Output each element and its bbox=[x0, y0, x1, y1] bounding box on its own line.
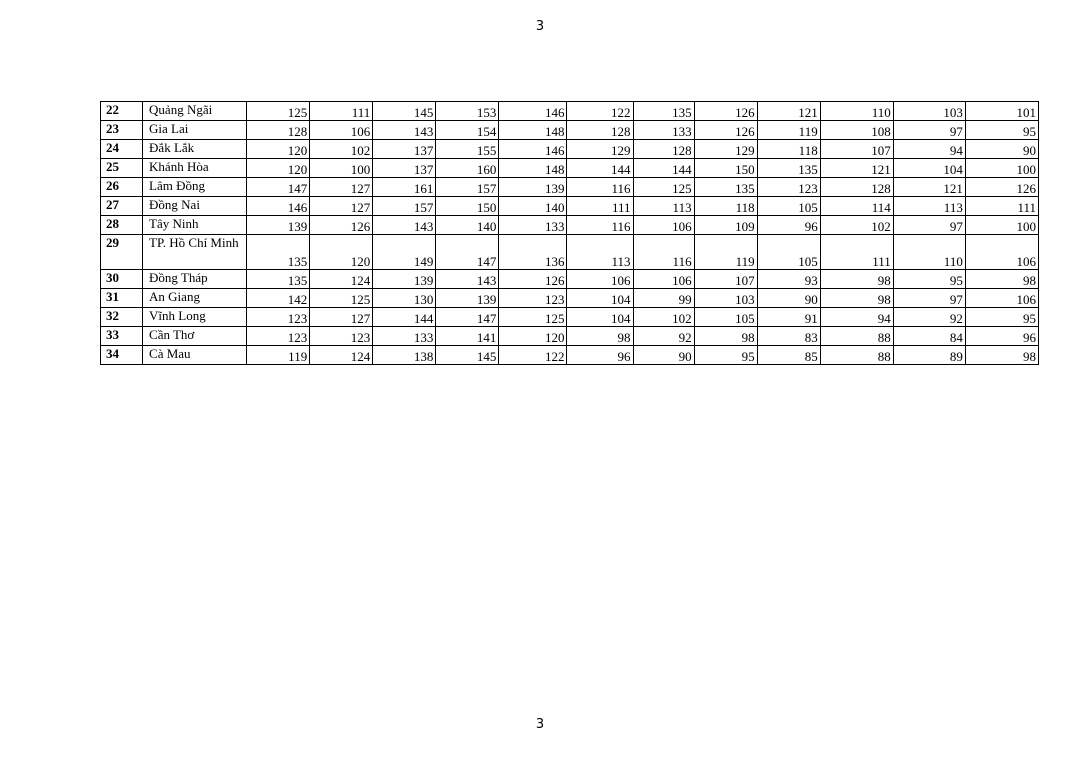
value-cell: 111 bbox=[310, 102, 373, 121]
value-cell: 148 bbox=[499, 121, 567, 140]
value-cell: 93 bbox=[757, 270, 820, 289]
table-row bbox=[101, 197, 1039, 216]
value-cell: 139 bbox=[499, 178, 567, 197]
row-number: 33 bbox=[101, 327, 143, 346]
value-cell: 157 bbox=[436, 178, 499, 197]
value-cell: 96 bbox=[567, 346, 633, 365]
value-cell: 102 bbox=[310, 140, 373, 159]
value-cell: 111 bbox=[567, 197, 633, 216]
value-cell: 137 bbox=[373, 140, 436, 159]
value-cell: 139 bbox=[247, 216, 310, 235]
value-cell: 106 bbox=[633, 270, 694, 289]
value-cell: 133 bbox=[633, 121, 694, 140]
value-cell: 100 bbox=[965, 216, 1038, 235]
province-name: Đắk Lắk bbox=[143, 140, 247, 159]
table-row bbox=[101, 270, 1039, 289]
value-cell: 110 bbox=[820, 102, 893, 121]
page-number-bottom: 3 bbox=[535, 717, 545, 732]
value-cell: 94 bbox=[820, 308, 893, 327]
value-cell: 116 bbox=[567, 216, 633, 235]
value-cell: 157 bbox=[373, 197, 436, 216]
value-cell: 95 bbox=[893, 270, 965, 289]
value-cell: 127 bbox=[310, 178, 373, 197]
value-cell: 97 bbox=[893, 216, 965, 235]
value-cell: 111 bbox=[965, 197, 1038, 216]
province-name: Đồng Tháp bbox=[143, 270, 247, 289]
value-cell: 95 bbox=[965, 121, 1038, 140]
value-cell: 127 bbox=[310, 308, 373, 327]
province-name: TP. Hồ Chí Minh bbox=[143, 235, 247, 270]
value-cell: 139 bbox=[436, 289, 499, 308]
value-cell: 111 bbox=[820, 235, 893, 270]
value-cell: 108 bbox=[820, 121, 893, 140]
value-cell: 90 bbox=[757, 289, 820, 308]
value-cell: 142 bbox=[247, 289, 310, 308]
province-name: Cà Mau bbox=[143, 346, 247, 365]
value-cell: 120 bbox=[247, 159, 310, 178]
value-cell: 90 bbox=[965, 140, 1038, 159]
value-cell: 120 bbox=[310, 235, 373, 270]
value-cell: 144 bbox=[373, 308, 436, 327]
value-cell: 104 bbox=[893, 159, 965, 178]
value-cell: 120 bbox=[247, 140, 310, 159]
value-cell: 106 bbox=[633, 216, 694, 235]
value-cell: 103 bbox=[893, 102, 965, 121]
value-cell: 124 bbox=[310, 270, 373, 289]
value-cell: 98 bbox=[820, 289, 893, 308]
value-cell: 143 bbox=[373, 121, 436, 140]
value-cell: 98 bbox=[965, 346, 1038, 365]
value-cell: 105 bbox=[694, 308, 757, 327]
value-cell: 123 bbox=[247, 308, 310, 327]
value-cell: 130 bbox=[373, 289, 436, 308]
value-cell: 122 bbox=[567, 102, 633, 121]
value-cell: 92 bbox=[893, 308, 965, 327]
value-cell: 101 bbox=[965, 102, 1038, 121]
value-cell: 148 bbox=[499, 159, 567, 178]
row-number: 22 bbox=[101, 102, 143, 121]
value-cell: 121 bbox=[893, 178, 965, 197]
row-number: 25 bbox=[101, 159, 143, 178]
value-cell: 128 bbox=[633, 140, 694, 159]
value-cell: 106 bbox=[567, 270, 633, 289]
table-row bbox=[101, 121, 1039, 140]
value-cell: 88 bbox=[820, 327, 893, 346]
province-name: Vĩnh Long bbox=[143, 308, 247, 327]
value-cell: 114 bbox=[820, 197, 893, 216]
province-name: An Giang bbox=[143, 289, 247, 308]
data-table bbox=[100, 101, 1039, 365]
value-cell: 113 bbox=[893, 197, 965, 216]
value-cell: 140 bbox=[436, 216, 499, 235]
value-cell: 144 bbox=[567, 159, 633, 178]
value-cell: 118 bbox=[694, 197, 757, 216]
value-cell: 123 bbox=[310, 327, 373, 346]
value-cell: 105 bbox=[757, 235, 820, 270]
value-cell: 126 bbox=[499, 270, 567, 289]
row-number: 23 bbox=[101, 121, 143, 140]
value-cell: 97 bbox=[893, 289, 965, 308]
value-cell: 100 bbox=[310, 159, 373, 178]
value-cell: 135 bbox=[757, 159, 820, 178]
value-cell: 126 bbox=[694, 121, 757, 140]
value-cell: 88 bbox=[820, 346, 893, 365]
value-cell: 85 bbox=[757, 346, 820, 365]
value-cell: 83 bbox=[757, 327, 820, 346]
value-cell: 113 bbox=[567, 235, 633, 270]
value-cell: 146 bbox=[247, 197, 310, 216]
value-cell: 100 bbox=[965, 159, 1038, 178]
value-cell: 84 bbox=[893, 327, 965, 346]
value-cell: 133 bbox=[499, 216, 567, 235]
value-cell: 125 bbox=[633, 178, 694, 197]
value-cell: 110 bbox=[893, 235, 965, 270]
value-cell: 98 bbox=[965, 270, 1038, 289]
value-cell: 109 bbox=[694, 216, 757, 235]
row-number: 31 bbox=[101, 289, 143, 308]
value-cell: 126 bbox=[965, 178, 1038, 197]
table-row bbox=[101, 140, 1039, 159]
value-cell: 150 bbox=[694, 159, 757, 178]
value-cell: 137 bbox=[373, 159, 436, 178]
value-cell: 98 bbox=[694, 327, 757, 346]
table-row bbox=[101, 178, 1039, 197]
value-cell: 102 bbox=[820, 216, 893, 235]
value-cell: 136 bbox=[499, 235, 567, 270]
province-name: Đồng Nai bbox=[143, 197, 247, 216]
value-cell: 135 bbox=[247, 270, 310, 289]
page-number-top: 3 bbox=[535, 19, 545, 34]
row-number: 32 bbox=[101, 308, 143, 327]
value-cell: 96 bbox=[965, 327, 1038, 346]
row-number: 34 bbox=[101, 346, 143, 365]
value-cell: 145 bbox=[373, 102, 436, 121]
value-cell: 98 bbox=[567, 327, 633, 346]
value-cell: 95 bbox=[694, 346, 757, 365]
value-cell: 125 bbox=[499, 308, 567, 327]
value-cell: 96 bbox=[757, 216, 820, 235]
value-cell: 123 bbox=[247, 327, 310, 346]
value-cell: 144 bbox=[633, 159, 694, 178]
value-cell: 107 bbox=[820, 140, 893, 159]
value-cell: 129 bbox=[694, 140, 757, 159]
value-cell: 141 bbox=[436, 327, 499, 346]
value-cell: 105 bbox=[757, 197, 820, 216]
province-name: Gia Lai bbox=[143, 121, 247, 140]
table-row bbox=[101, 159, 1039, 178]
value-cell: 102 bbox=[633, 308, 694, 327]
value-cell: 135 bbox=[633, 102, 694, 121]
province-name: Lâm Đồng bbox=[143, 178, 247, 197]
value-cell: 127 bbox=[310, 197, 373, 216]
table-row bbox=[101, 289, 1039, 308]
row-number: 29 bbox=[101, 235, 143, 270]
table-row bbox=[101, 235, 1039, 270]
row-number: 26 bbox=[101, 178, 143, 197]
value-cell: 92 bbox=[633, 327, 694, 346]
value-cell: 125 bbox=[310, 289, 373, 308]
value-cell: 99 bbox=[633, 289, 694, 308]
value-cell: 90 bbox=[633, 346, 694, 365]
row-number: 24 bbox=[101, 140, 143, 159]
value-cell: 121 bbox=[757, 102, 820, 121]
value-cell: 147 bbox=[247, 178, 310, 197]
value-cell: 119 bbox=[757, 121, 820, 140]
province-name: Cần Thơ bbox=[143, 327, 247, 346]
value-cell: 106 bbox=[310, 121, 373, 140]
value-cell: 103 bbox=[694, 289, 757, 308]
row-number: 28 bbox=[101, 216, 143, 235]
value-cell: 106 bbox=[965, 235, 1038, 270]
value-cell: 119 bbox=[247, 346, 310, 365]
table-row bbox=[101, 308, 1039, 327]
value-cell: 128 bbox=[567, 121, 633, 140]
value-cell: 128 bbox=[247, 121, 310, 140]
value-cell: 129 bbox=[567, 140, 633, 159]
province-name: Khánh Hòa bbox=[143, 159, 247, 178]
value-cell: 97 bbox=[893, 121, 965, 140]
value-cell: 149 bbox=[373, 235, 436, 270]
value-cell: 116 bbox=[567, 178, 633, 197]
value-cell: 140 bbox=[499, 197, 567, 216]
value-cell: 133 bbox=[373, 327, 436, 346]
value-cell: 104 bbox=[567, 308, 633, 327]
value-cell: 123 bbox=[499, 289, 567, 308]
value-cell: 126 bbox=[694, 102, 757, 121]
table-row bbox=[101, 327, 1039, 346]
value-cell: 135 bbox=[247, 235, 310, 270]
value-cell: 150 bbox=[436, 197, 499, 216]
row-number: 27 bbox=[101, 197, 143, 216]
value-cell: 135 bbox=[694, 178, 757, 197]
value-cell: 95 bbox=[965, 308, 1038, 327]
value-cell: 139 bbox=[373, 270, 436, 289]
value-cell: 146 bbox=[499, 102, 567, 121]
value-cell: 154 bbox=[436, 121, 499, 140]
value-cell: 118 bbox=[757, 140, 820, 159]
value-cell: 147 bbox=[436, 308, 499, 327]
value-cell: 113 bbox=[633, 197, 694, 216]
value-cell: 153 bbox=[436, 102, 499, 121]
value-cell: 91 bbox=[757, 308, 820, 327]
value-cell: 143 bbox=[436, 270, 499, 289]
value-cell: 89 bbox=[893, 346, 965, 365]
province-name: Quảng Ngãi bbox=[143, 102, 247, 121]
table-row bbox=[101, 346, 1039, 365]
value-cell: 121 bbox=[820, 159, 893, 178]
value-cell: 160 bbox=[436, 159, 499, 178]
value-cell: 119 bbox=[694, 235, 757, 270]
value-cell: 104 bbox=[567, 289, 633, 308]
value-cell: 116 bbox=[633, 235, 694, 270]
value-cell: 107 bbox=[694, 270, 757, 289]
value-cell: 106 bbox=[965, 289, 1038, 308]
value-cell: 155 bbox=[436, 140, 499, 159]
province-name: Tây Ninh bbox=[143, 216, 247, 235]
value-cell: 143 bbox=[373, 216, 436, 235]
value-cell: 125 bbox=[247, 102, 310, 121]
value-cell: 138 bbox=[373, 346, 436, 365]
value-cell: 147 bbox=[436, 235, 499, 270]
table-row bbox=[101, 102, 1039, 121]
value-cell: 124 bbox=[310, 346, 373, 365]
row-number: 30 bbox=[101, 270, 143, 289]
value-cell: 128 bbox=[820, 178, 893, 197]
value-cell: 98 bbox=[820, 270, 893, 289]
value-cell: 122 bbox=[499, 346, 567, 365]
value-cell: 94 bbox=[893, 140, 965, 159]
table-body bbox=[101, 102, 1039, 365]
value-cell: 161 bbox=[373, 178, 436, 197]
table-row bbox=[101, 216, 1039, 235]
value-cell: 123 bbox=[757, 178, 820, 197]
value-cell: 146 bbox=[499, 140, 567, 159]
value-cell: 145 bbox=[436, 346, 499, 365]
value-cell: 120 bbox=[499, 327, 567, 346]
value-cell: 126 bbox=[310, 216, 373, 235]
